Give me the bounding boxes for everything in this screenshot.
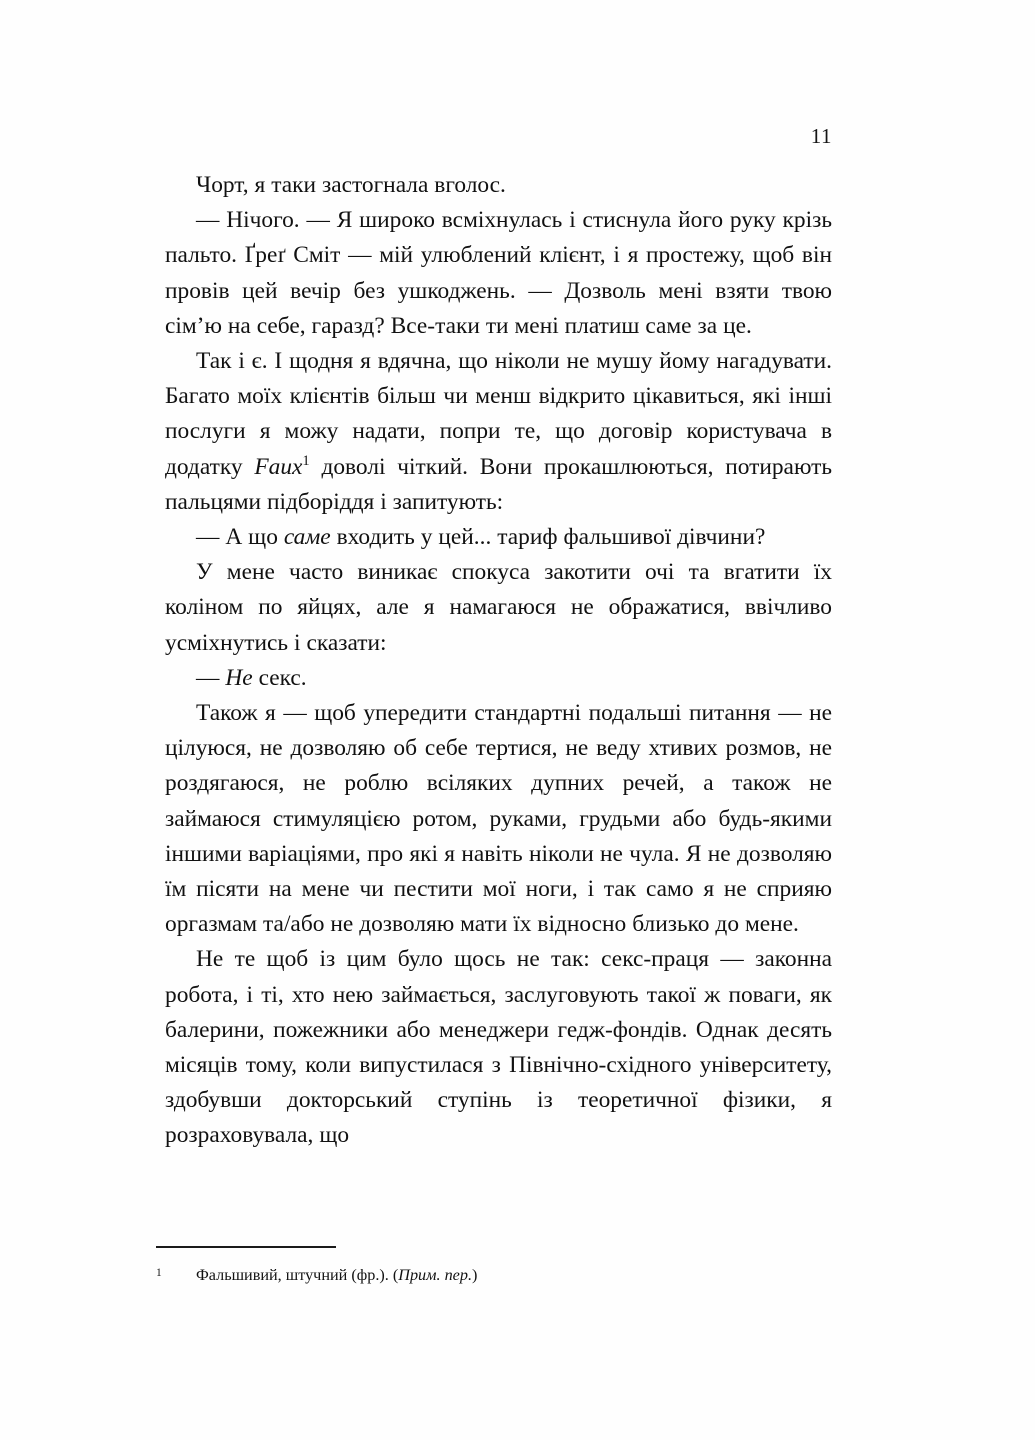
footnote-reference: 1 <box>302 452 310 469</box>
footnote-separator-rule <box>156 1246 336 1248</box>
italic-run: саме <box>283 524 331 551</box>
paragraph <box>165 520 832 555</box>
footnote-zone <box>156 1246 832 1286</box>
body-text-block <box>165 168 832 1154</box>
text-run: ) <box>472 1266 478 1284</box>
paragraph <box>165 942 832 1153</box>
italic-run: Faux <box>254 453 303 480</box>
text-run: Так і є. І щодня я вдячна, що ніколи не мушу йому нагадувати. Багато моїх клієнтів більш чи менш відкрито цікавиться, які інші послуги я можу надати, попри те, що договір користувача в додатку <box>165 348 832 480</box>
text-run: — Нічого. — Я широко всміхнулась і стиснула його руку крізь пальто. Ґреґ Сміт — мій улюблений клієнт, і я простежу, щоб він провів цей вечір без ушкоджень. — Дозволь мені взяти твою сім’ю на себе, гаразд? Все-таки ти мені платиш саме за це. <box>165 207 832 339</box>
text-run: доволі чіткий. Вони прокашлюються, потирають пальцями підборіддя і запитують: <box>165 453 832 515</box>
text-run: — А що <box>196 524 284 551</box>
paragraph <box>165 344 832 520</box>
text-run: секс. <box>252 664 307 691</box>
page-number: 11 <box>810 124 832 148</box>
text-run: — <box>196 664 226 691</box>
footnote-marker: 1 <box>156 1267 162 1279</box>
paragraph <box>165 203 832 344</box>
italic-run: Прим. пер. <box>398 1266 472 1284</box>
footnote-item <box>156 1264 832 1286</box>
text-run: Не те щоб із цим було щось не так: секс-праця — законна робота, і ті, хто нею займається, заслуговують такої ж поваги, як балерини, пожежники або менеджери гедж-фондів. Однак десять місяців тому, коли випустилася з Північно-східного університету, здобувши докторський ступінь із теоретичної фізики, я розраховувала, що <box>165 946 832 1149</box>
paragraph <box>165 661 832 696</box>
text-run: Чорт, я таки застогнала вголос. <box>196 172 506 198</box>
text-run: Фальшивий, штучний (фр.). ( <box>196 1266 399 1284</box>
footnote-text <box>196 1264 832 1286</box>
paragraph <box>165 168 832 203</box>
text-run: У мене часто виникає спокуса закотити очі та вгатити їх коліном по яйцях, але я намагаюся не ображатися, ввічливо усміхнутись і сказати: <box>165 559 832 656</box>
paragraph <box>165 696 832 942</box>
text-run: входить у цей... тариф фальшивої дівчини? <box>330 524 766 551</box>
italic-run: Не <box>225 664 253 691</box>
paragraph <box>165 555 832 661</box>
text-run: Також я — щоб упередити стандартні подальші питання — не цілуюся, не дозволяю об себе тертися, не веду хтивих розмов, не роздягаюся, не роблю всіляких дупних речей, а також не займаюся стимуляцією ротом, руками, грудьми або будь-якими іншими варіаціями, про які я навіть ніколи не чула. Я не дозволяю їм пісяти на мене чи пестити мої ноги, і так само я не сприяю оргазмам та/або не дозволяю мати їх відносно близько до мене. <box>165 700 832 938</box>
